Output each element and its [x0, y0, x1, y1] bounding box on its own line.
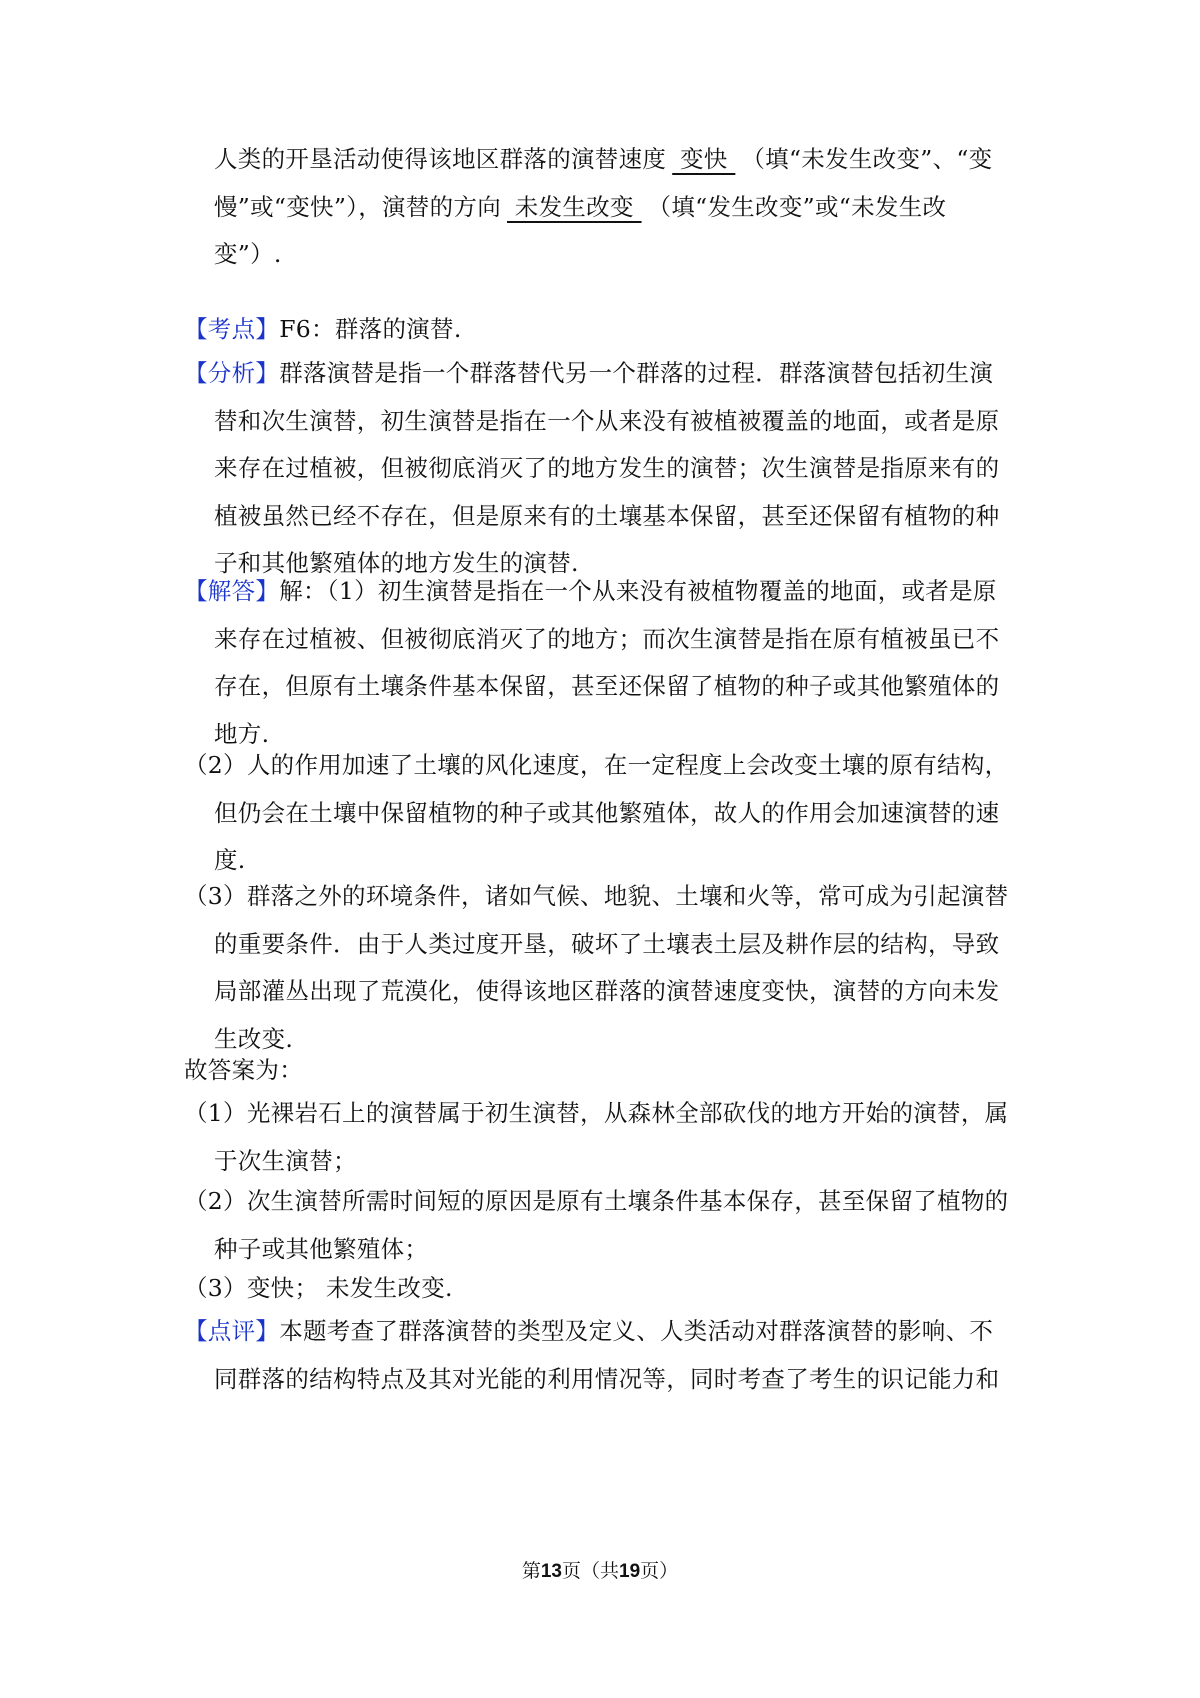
- dianping-tag: 【点评】: [184, 1317, 280, 1345]
- question-line-1: 人类的开垦活动使得该地区群落的演替速度 变快 （填“未发生改变”、“变: [214, 145, 993, 173]
- answer-blank-direction: 未发生改变: [507, 192, 642, 221]
- kaodian-text: F6：群落的演替.: [279, 315, 462, 343]
- jieda-section: 【解答】解：（1）初生演替是指在一个从来没有被植物覆盖的地面，或者是原 来存在过植被、但被彻底消灭了的地方；而次生演替是指在原有植被虽已不 存在，但原有土壤条件基本保留，甚至还保留了植物的种子或其他繁殖体的 地方.: [184, 577, 1000, 748]
- kaodian-section: [184, 306, 1034, 354]
- answer-intro: 故答案为：: [184, 1056, 303, 1084]
- jieda-part-2: （2）人的作用加速了土壤的风化速度，在一定程度上会改变土壤的原有结构， 但仍会在土壤中保留植物的种子或其他繁殖体，故人的作用会加速演替的速 度.: [184, 751, 1009, 874]
- question-line-2: 慢”或“变快”），演替的方向 未发生改变 （填“发生改变”或“未发生改: [214, 192, 947, 221]
- answer-blank-speed: 变快: [672, 145, 736, 173]
- answer-item-3: （3）变快； 未发生改变.: [184, 1274, 453, 1302]
- fenxi-tag: 【分析】: [184, 359, 280, 387]
- question-line-3: 变”）.: [214, 240, 282, 268]
- total-pages: 19: [619, 1561, 641, 1582]
- dianping-section: 【点评】本题考查了群落演替的类型及定义、人类活动对群落演替的影响、不 同群落的结构特点及其对光能的利用情况等，同时考查了考生的识记能力和: [184, 1317, 1000, 1393]
- question-continuation: [184, 136, 1034, 279]
- jieda-tag: 【解答】: [184, 577, 280, 605]
- jieda-part-3: （3）群落之外的环境条件，诸如气候、地貌、土壤和火等，常可成为引起演替 的重要条件．由于人类过度开垦，破坏了土壤表土层及耕作层的结构，导致 局部灌丛出现了荒漠化，使得该地区群落的演替速度变快，演替的方向未发 生改变.: [184, 882, 1009, 1053]
- page-footer: 第13页（共19页）: [521, 1560, 679, 1582]
- kaodian-tag: 【考点】: [184, 315, 280, 343]
- page-number: 13: [540, 1561, 562, 1582]
- fenxi-section: 【分析】群落演替是指一个群落替代另一个群落的过程．群落演替包括初生演 替和次生演替，初生演替是指在一个从来没有被植被覆盖的地面，或者是原 来存在过植被，但被彻底消灭了的地方发生的演替；次生演替是指原来有的 植被虽然已经不存在，但是原来有的土壤基本保留，甚至还保留有植物的种 子和其他繁殖体的地方发生的演替.: [184, 359, 1000, 577]
- answer-item-1: （1）光裸岩石上的演替属于初生演替，从森林全部砍伐的地方开始的演替，属 于次生演替；: [184, 1099, 1009, 1175]
- answer-item-2: （2）次生演替所需时间短的原因是原有土壤条件基本保存，甚至保留了植物的 种子或其他繁殖体；: [184, 1187, 1009, 1263]
